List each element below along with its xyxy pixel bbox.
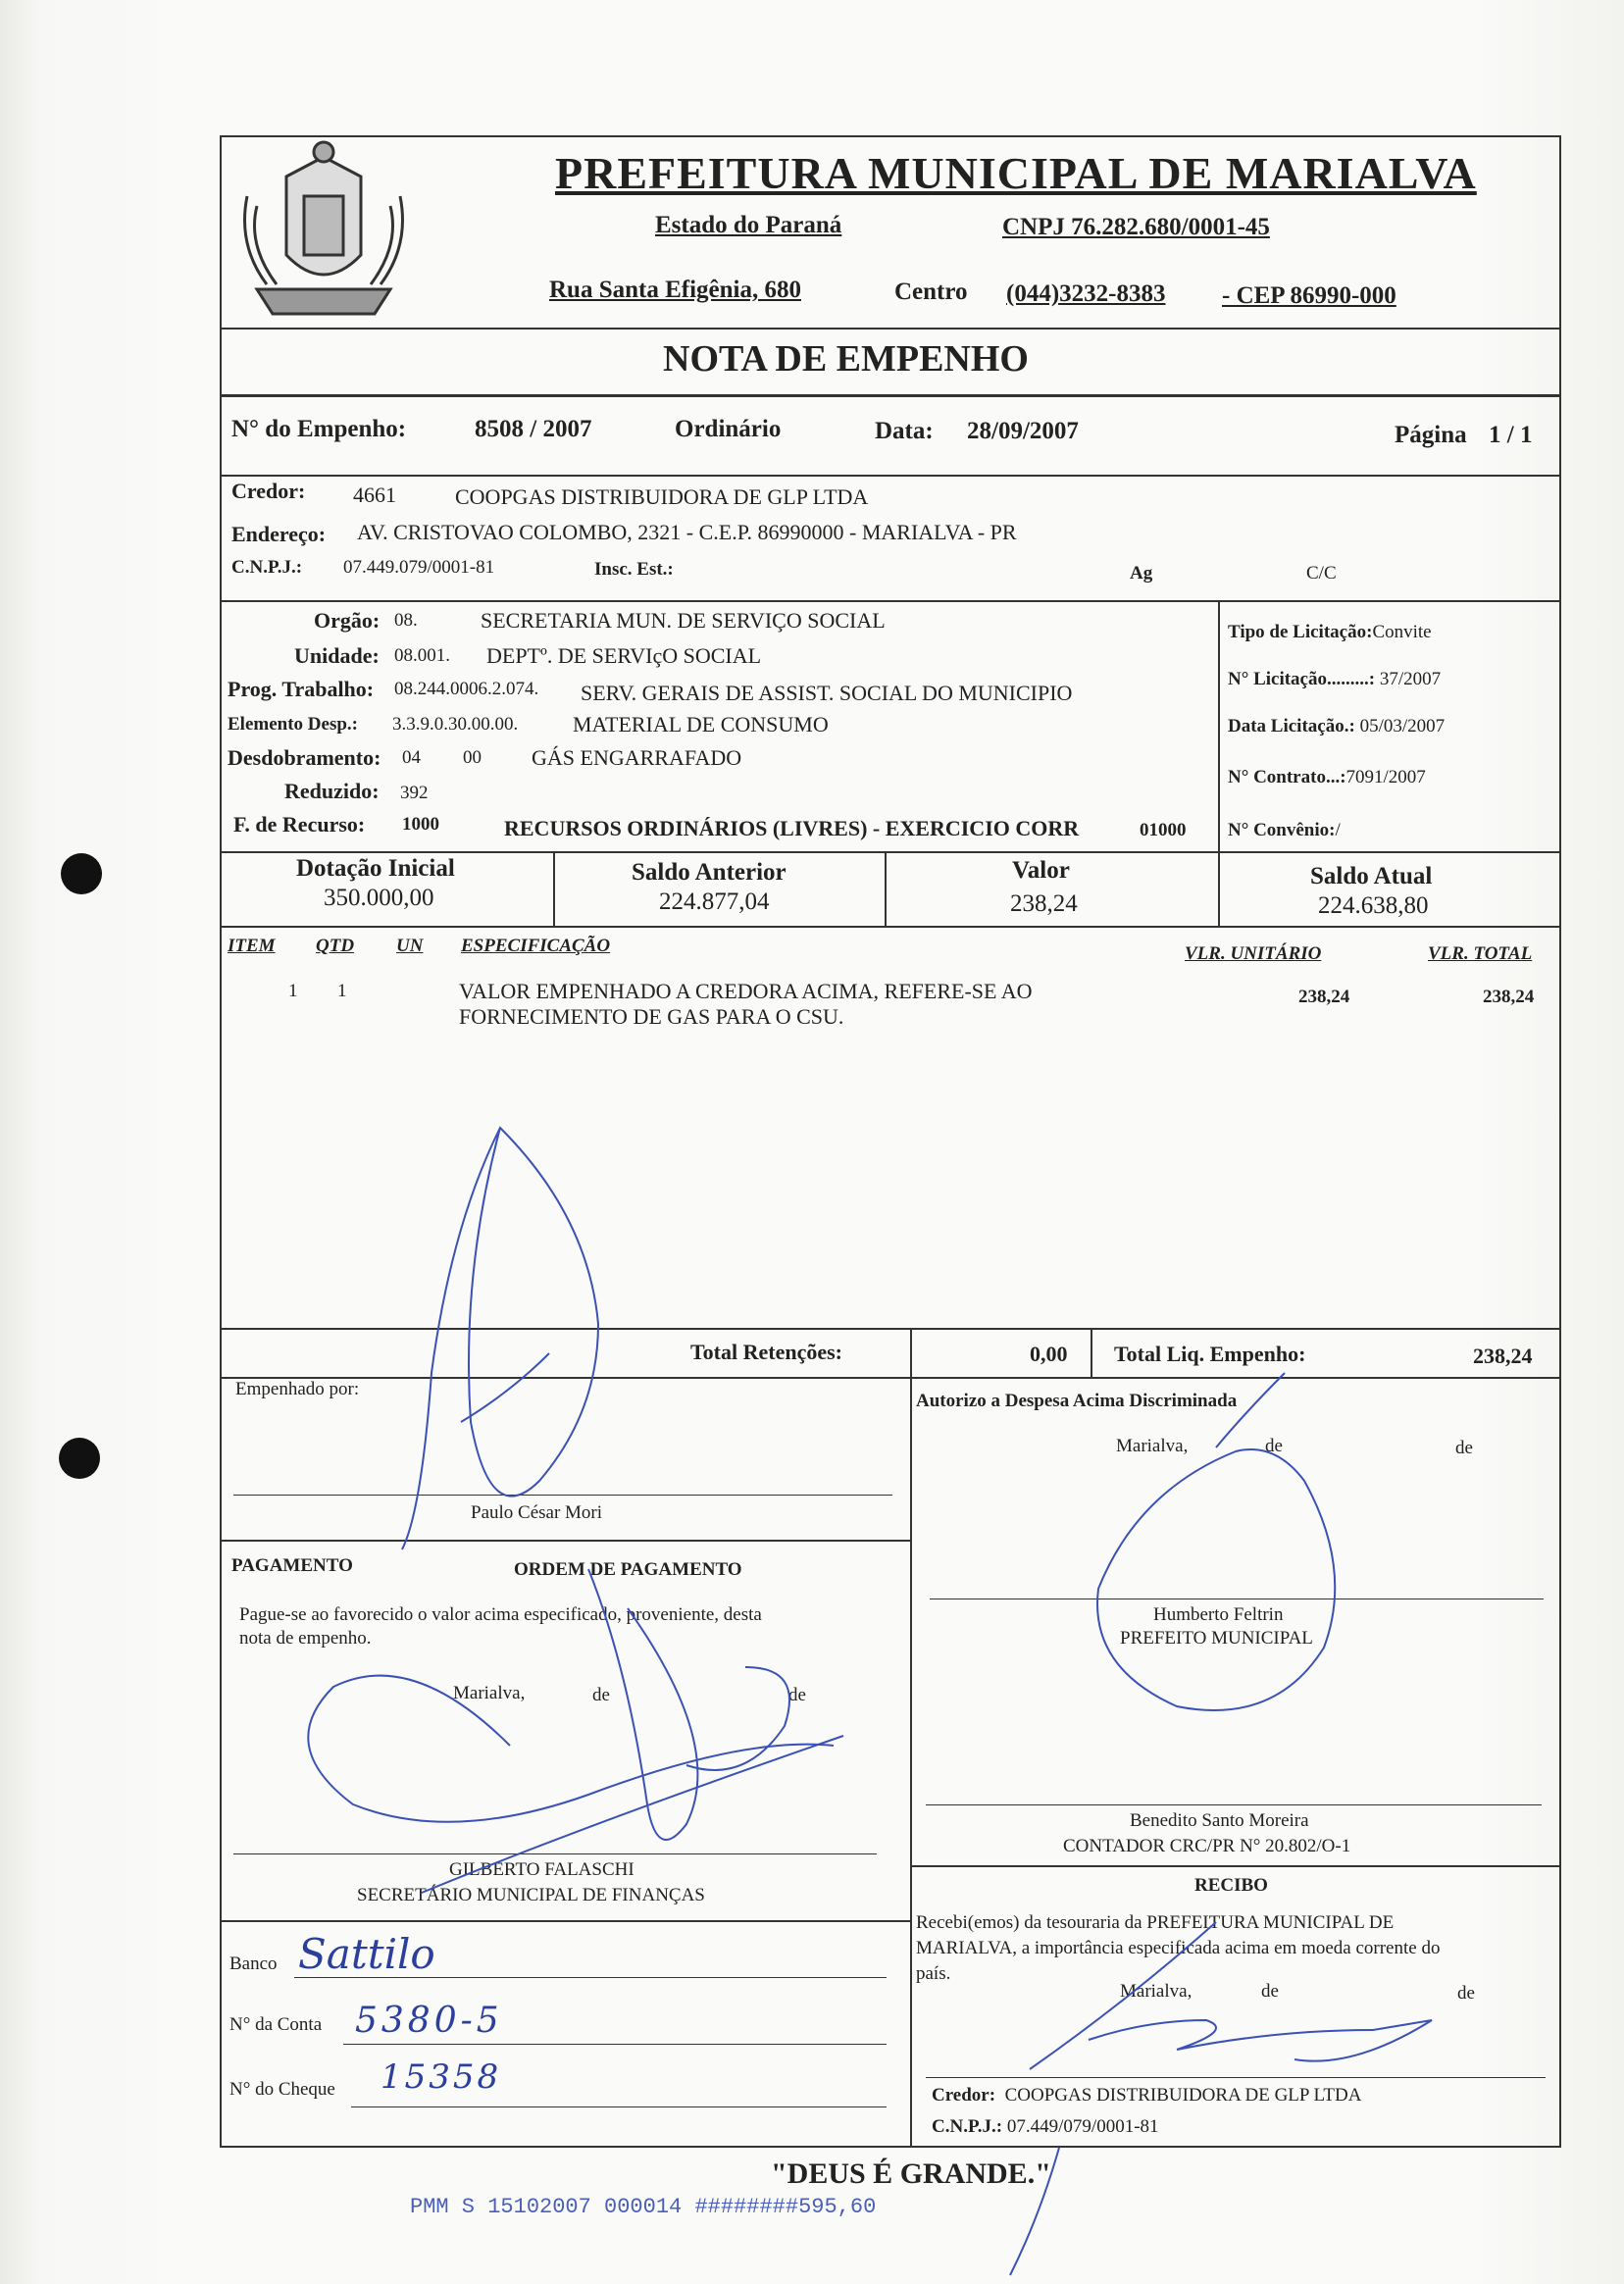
valor-value: 238,24 (1010, 890, 1078, 917)
banco-value: Sattilo (298, 1930, 435, 1978)
recurso-num: 01000 (1140, 820, 1187, 840)
credor-name: COOPGAS DISTRIBUIDORA DE GLP LTDA (455, 484, 869, 509)
col-header-qtd: QTD (316, 936, 355, 956)
contador-role: CONTADOR CRC/PR N° 20.802/O-1 (1063, 1836, 1351, 1856)
num-convenio-value: / (1335, 820, 1341, 840)
autorizo-label: Autorizo a Despesa Acima Discriminada (916, 1391, 1238, 1411)
data-licitacao-label: Data Licitação.: (1228, 716, 1355, 736)
item-total-value: 238,24 (1483, 987, 1535, 1007)
recibo-de-2: de (1457, 1983, 1475, 2004)
empenhado-por-label: Empenhado por: (235, 1379, 360, 1399)
total-liquido-value: 238,24 (1473, 1344, 1533, 1368)
tipo-licitacao-label: Tipo de Licitação: (1228, 622, 1373, 642)
recibo-de-1: de (1261, 1981, 1279, 2002)
empenho-number: 8508 / 2007 (475, 416, 592, 442)
prefeito-role: PREFEITO MUNICIPAL (1120, 1628, 1313, 1649)
saldo-atual-label: Saldo Atual (1310, 863, 1433, 889)
credor-address: AV. CRISTOVAO COLOMBO, 2321 - C.E.P. 86990000 - MARIALVA - PR (357, 520, 1017, 544)
secretario-name: GILBERTO FALASCHI (449, 1859, 634, 1880)
prog-trabalho-label: Prog. Trabalho: (228, 677, 375, 701)
contador-name: Benedito Santo Moreira (1130, 1810, 1309, 1831)
header-district: Centro (894, 279, 968, 305)
data-licitacao-value: 05/03/2007 (1359, 716, 1446, 736)
desdobramento-a: 04 (402, 747, 421, 768)
conta-value: 5380-5 (355, 2001, 503, 2041)
pagamento-de-2: de (788, 1685, 806, 1705)
total-liquido-label: Total Liq. Empenho: (1114, 1342, 1306, 1366)
pagamento-place: Marialva, (453, 1683, 526, 1703)
pagamento-text-line2: nota de empenho. (239, 1628, 372, 1649)
autorizo-de-2: de (1455, 1438, 1473, 1458)
recibo-credor-label: Credor: (932, 2085, 996, 2106)
credor-label: Credor: (231, 479, 306, 503)
signature-empenhado (402, 1128, 598, 1549)
recurso-code: 1000 (402, 814, 439, 835)
autorizo-de-1: de (1265, 1436, 1283, 1456)
item-number: 1 (288, 981, 298, 1001)
page-number: 1 / 1 (1489, 422, 1533, 448)
signature-recibo (1030, 1922, 1432, 2069)
signature-prefeito-hook (1216, 1373, 1285, 1447)
num-convenio-label: N° Convênio: (1228, 820, 1336, 840)
dotacao-value: 350.000,00 (324, 885, 434, 911)
cheque-label: N° do Cheque (229, 2079, 335, 2100)
credor-cnpj-label: C.N.P.J.: (231, 557, 303, 578)
prog-trabalho-name: SERV. GERAIS DE ASSIST. SOCIAL DO MUNICIPIO (581, 681, 1073, 705)
header-cnpj: CNPJ 76.282.680/0001-45 (1002, 214, 1270, 240)
desdobramento-b: 00 (463, 747, 482, 768)
recibo-text-line2: MARIALVA, a importância especificada acima em moeda corrente do (916, 1938, 1441, 1958)
recibo-cnpj-label: C.N.P.J.: (932, 2116, 1003, 2137)
unidade-label: Unidade: (294, 643, 380, 668)
total-retencoes-value: 0,00 (1030, 1342, 1068, 1366)
banco-label: Banco (229, 1954, 278, 1974)
saldo-anterior-value: 224.877,04 (659, 888, 770, 915)
col-header-especificacao: ESPECIFICAÇÃO (461, 936, 611, 956)
recibo-credor-name: COOPGAS DISTRIBUIDORA DE GLP LTDA (1004, 2085, 1362, 2106)
header-cep: - CEP 86990-000 (1222, 282, 1396, 309)
empenho-date-label: Data: (875, 418, 934, 444)
cc-label: C/C (1306, 563, 1337, 584)
empenhado-por-name: Paulo César Mori (471, 1502, 603, 1523)
recibo-place: Marialva, (1120, 1981, 1193, 2002)
ag-label: Ag (1130, 563, 1153, 584)
reduzido-value: 392 (400, 783, 429, 803)
signature-secretario-sweep (422, 1736, 843, 1893)
credor-code: 4661 (353, 482, 396, 507)
orgao-code: 08. (394, 610, 418, 631)
signature-secretario-loop (686, 1667, 789, 1770)
item-description-line1: VALOR EMPENHADO A CREDORA ACIMA, REFERE-SE AO (459, 979, 1033, 1003)
item-description-line2: FORNECIMENTO DE GAS PARA O CSU. (459, 1004, 844, 1029)
document-title: NOTA DE EMPENHO (663, 338, 1029, 380)
cheque-value: 15358 (381, 2057, 502, 2097)
insc-est-label: Insc. Est.: (594, 559, 674, 580)
col-header-item: ITEM (228, 936, 276, 956)
empenho-type: Ordinário (675, 416, 782, 442)
item-qtd: 1 (337, 981, 347, 1001)
num-contrato-label: N° Contrato...: (1228, 767, 1346, 787)
pagamento-text-line1: Pague-se ao favorecido o valor acima especificado, proveniente, desta (239, 1604, 762, 1625)
header-title: PREFEITURA MUNICIPAL DE MARIALVA (555, 148, 1477, 198)
credor-address-label: Endereço: (231, 522, 327, 546)
dotacao-label: Dotação Inicial (296, 855, 455, 882)
unidade-name: DEPTº. DE SERVIçO SOCIAL (486, 643, 762, 668)
prefeito-name: Humberto Feltrin (1153, 1604, 1284, 1625)
autorizo-place: Marialva, (1116, 1436, 1189, 1456)
prog-trabalho-code: 08.244.0006.2.074. (394, 679, 539, 699)
recibo-text-line1: Recebi(emos) da tesouraria da PREFEITURA MUNICIPAL DE (916, 1912, 1395, 1933)
elemento-code: 3.3.9.0.30.00.00. (392, 714, 519, 735)
col-header-un: UN (396, 936, 424, 956)
col-header-vlr-unitario: VLR. UNITÁRIO (1185, 943, 1322, 964)
unidade-code: 08.001. (394, 645, 450, 666)
signature-recibo-tail (1010, 2148, 1059, 2275)
recibo-label: RECIBO (1194, 1875, 1268, 1896)
elemento-name: MATERIAL DE CONSUMO (573, 712, 829, 736)
page-label: Página (1395, 422, 1467, 448)
orgao-name: SECRETARIA MUN. DE SERVIÇO SOCIAL (481, 608, 886, 633)
reduzido-label: Reduzido: (284, 779, 380, 803)
saldo-atual-value: 224.638,80 (1318, 892, 1429, 919)
desdobramento-name: GÁS ENGARRAFADO (532, 745, 742, 770)
tipo-licitacao-value: Convite (1372, 622, 1432, 642)
empenho-number-label: N° do Empenho: (231, 416, 407, 442)
num-licitacao-value: 37/2007 (1379, 669, 1442, 689)
num-licitacao-label: N° Licitação.........: (1228, 669, 1376, 689)
empenho-date: 28/09/2007 (967, 418, 1079, 444)
recibo-text-line3: país. (916, 1963, 951, 1984)
recibo-cnpj-value: 07.449/079/0001-81 (1006, 2116, 1159, 2137)
orgao-label: Orgão: (314, 608, 381, 633)
num-contrato-value: 7091/2007 (1345, 767, 1426, 787)
header-address: Rua Santa Efigênia, 680 (549, 277, 801, 303)
conta-label: N° da Conta (229, 2014, 323, 2035)
pagamento-de-1: de (592, 1685, 610, 1705)
total-retencoes-label: Total Retenções: (690, 1340, 842, 1364)
saldo-anterior-label: Saldo Anterior (632, 859, 787, 886)
valor-label: Valor (1012, 857, 1070, 884)
header-state: Estado do Paraná (655, 212, 842, 238)
pagamento-label: PAGAMENTO (231, 1555, 353, 1576)
bank-stamp: PMM S 15102007 000014 ########595,60 (410, 2195, 877, 2219)
signature-prefeito (1097, 1449, 1335, 1710)
item-unit-value: 238,24 (1298, 987, 1350, 1007)
col-header-vlr-total: VLR. TOTAL (1428, 943, 1533, 964)
recurso-name: RECURSOS ORDINÁRIOS (LIVRES) - EXERCICIO CORR (504, 816, 1080, 840)
credor-cnpj: 07.449.079/0001-81 (343, 557, 495, 578)
header-phone: (044)3232-8383 (1006, 280, 1166, 307)
elemento-label: Elemento Desp.: (228, 714, 358, 735)
footer-motto: "DEUS É GRANDE." (771, 2157, 1051, 2190)
signature-empenhado-tail (461, 1353, 549, 1422)
secretario-role: SECRETÁRIO MUNICIPAL DE FINANÇAS (357, 1885, 705, 1905)
recurso-label: F. de Recurso: (233, 812, 366, 837)
desdobramento-label: Desdobramento: (228, 745, 381, 770)
ordem-pagamento-label: ORDEM DE PAGAMENTO (514, 1559, 742, 1580)
signature-secretario (308, 1569, 834, 1840)
